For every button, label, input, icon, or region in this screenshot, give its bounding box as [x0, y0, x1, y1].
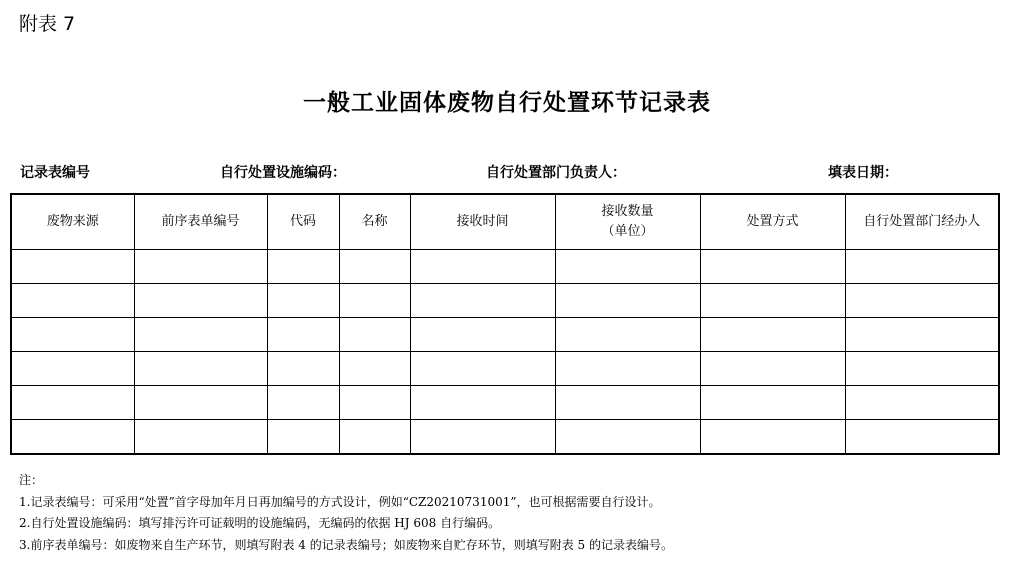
table-cell[interactable]: [410, 386, 555, 420]
table-cell[interactable]: [700, 250, 845, 284]
table-cell[interactable]: [410, 284, 555, 318]
col-header-receive-qty: [555, 194, 700, 250]
note-item: 1.记录表编号：可采用“处置”首字母加年月日再加编号的方式设计，例如“CZ20210731001”，也可根据需要自行设计。: [19, 494, 661, 509]
col-header-code: 代码: [267, 194, 339, 250]
table-cell[interactable]: [134, 386, 267, 420]
table-cell[interactable]: [134, 318, 267, 352]
note-item: 2.自行处置设施编码：填写排污许可证载明的设施编码，无编码的依据 HJ 608 自行编码。: [19, 516, 501, 530]
facility-code-label: 自行处置设施编码：: [220, 165, 346, 181]
table-cell[interactable]: [134, 420, 267, 455]
table-cell[interactable]: [410, 318, 555, 352]
table-cell[interactable]: [11, 352, 134, 386]
table-body: [11, 250, 999, 455]
table-cell[interactable]: [845, 386, 999, 420]
table-cell[interactable]: [267, 386, 339, 420]
table-cell[interactable]: [267, 352, 339, 386]
notes-section: [19, 470, 673, 556]
col-header-handler: 自行处置部门经办人: [845, 194, 999, 250]
table-cell[interactable]: [11, 420, 134, 455]
table-cell[interactable]: [267, 318, 339, 352]
table-cell[interactable]: [339, 386, 410, 420]
table-cell[interactable]: [845, 250, 999, 284]
table-cell[interactable]: [11, 250, 134, 284]
table-row: [11, 284, 999, 318]
col-header-name: 名称: [339, 194, 410, 250]
table-cell[interactable]: [700, 386, 845, 420]
table-cell[interactable]: [845, 420, 999, 455]
table-cell[interactable]: [555, 352, 700, 386]
table-row: [11, 250, 999, 284]
dept-head-label: 自行处置部门负责人：: [486, 165, 626, 181]
table-cell[interactable]: [339, 284, 410, 318]
notes-heading: 注：: [19, 473, 44, 487]
table-cell[interactable]: [267, 250, 339, 284]
table-cell[interactable]: [555, 386, 700, 420]
table-cell[interactable]: [410, 420, 555, 455]
table-cell[interactable]: [845, 318, 999, 352]
table-cell[interactable]: [845, 284, 999, 318]
table-row: [11, 352, 999, 386]
table-cell[interactable]: [339, 420, 410, 455]
col-header-source: 废物来源: [11, 194, 134, 250]
form-title: 一般工业固体废物自行处置环节记录表: [303, 90, 711, 116]
table-cell[interactable]: [339, 352, 410, 386]
col-header-disposal-method: 处置方式: [700, 194, 845, 250]
fill-date-label: 填表日期：: [828, 165, 898, 181]
receive-qty-unit-label: （单位）: [601, 224, 654, 239]
table-cell[interactable]: [410, 250, 555, 284]
table-cell[interactable]: [134, 250, 267, 284]
table-cell[interactable]: [555, 250, 700, 284]
table-cell[interactable]: [555, 318, 700, 352]
table-cell[interactable]: [267, 420, 339, 455]
table-cell[interactable]: [134, 284, 267, 318]
table-cell[interactable]: [700, 318, 845, 352]
col-header-receive-time: 接收时间: [410, 194, 555, 250]
table-cell[interactable]: [134, 352, 267, 386]
table-row: [11, 318, 999, 352]
table-cell[interactable]: [339, 250, 410, 284]
table-cell[interactable]: [11, 284, 134, 318]
table-cell[interactable]: [11, 318, 134, 352]
col-header-prev-record-no: 前序表单编号: [134, 194, 267, 250]
appendix-label: 附表 7: [19, 13, 76, 35]
record-no-label: 记录表编号: [20, 165, 90, 181]
table-cell[interactable]: [555, 284, 700, 318]
table-cell[interactable]: [700, 352, 845, 386]
record-table: [10, 193, 1000, 455]
table-cell[interactable]: [700, 284, 845, 318]
receive-qty-label: 接收数量: [601, 204, 654, 219]
table-cell[interactable]: [555, 420, 700, 455]
note-item: 3.前序表单编号：如废物来自生产环节，则填写附表 4 的记录表编号；如废物来自贮存环节，则填写附表 5 的记录表编号。: [19, 537, 673, 552]
table-row: [11, 386, 999, 420]
table-cell[interactable]: [410, 352, 555, 386]
table-header-row: [11, 194, 999, 250]
table-cell[interactable]: [11, 386, 134, 420]
table-cell[interactable]: [339, 318, 410, 352]
table-cell[interactable]: [700, 420, 845, 455]
table-row: [11, 420, 999, 455]
table-cell[interactable]: [845, 352, 999, 386]
table-cell[interactable]: [267, 284, 339, 318]
